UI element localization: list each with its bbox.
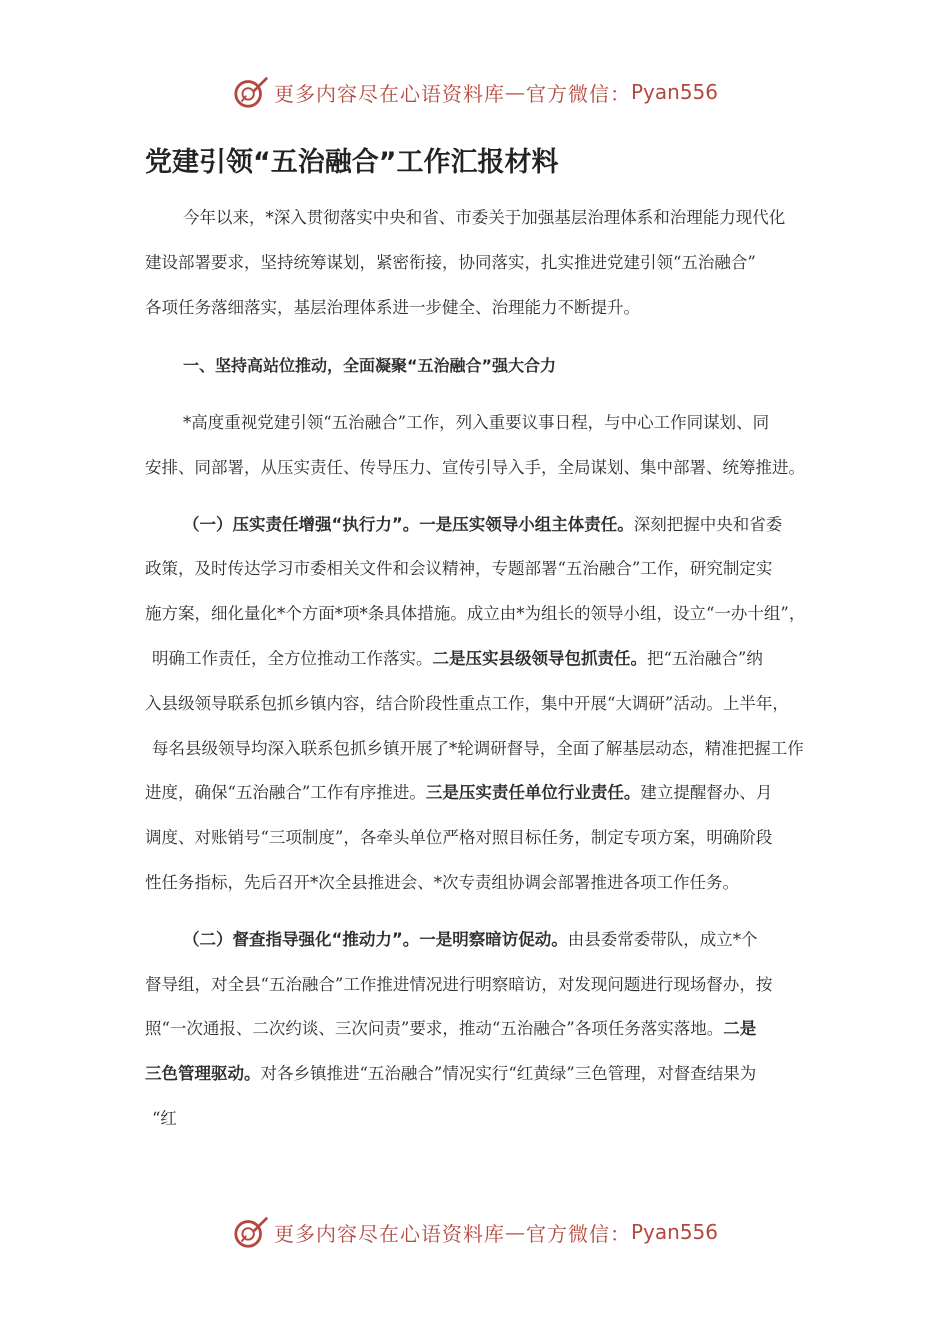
banner-wechat-id: Pyan556	[630, 80, 718, 104]
document-title: 党建引领“五治融合”工作汇报材料	[145, 147, 559, 178]
part-1-line-4: 明确工作责任，全方位推动工作落实。二是压实县级领导包抓责任。把“五治融合”纳	[152, 649, 763, 668]
part-2-line-5: “红	[152, 1109, 177, 1128]
intro-line-2: 建设部署要求，坚持统筹谋划，紧密衔接，协同落实，扎实推进党建引领“五治融合”	[145, 253, 756, 272]
part-2-line-4: 三色管理驱动。对各乡镇推进“五治融合”情况实行“红黄绿”三色管理，对督查结果为	[145, 1064, 757, 1083]
banner-wechat-label: 官方微信：	[525, 81, 631, 106]
part-2-line-2: 督导组，对全县“五治融合”工作推进情况进行明察暗访，对发现问题进行现场督办，按	[145, 975, 773, 994]
part-1-point-1-title: 一是压实领导小组主体责任。	[419, 515, 634, 534]
footer-watermark-banner	[0, 1210, 950, 1254]
part-2-line-3: 照“一次通报、二次约谈、三次问责”要求，推动“五治融合”各项任务落实落地。二是	[145, 1019, 757, 1038]
pen-logo-icon	[232, 73, 270, 111]
intro-line-1: 今年以来，*深入贯彻落实中央和省、市委关于加强基层治理体系和治理能力现代化	[183, 208, 786, 227]
part-1-line-2: 政策，及时传达学习市委相关文件和会议精神，专题部署“五治融合”工作，研究制定实	[145, 559, 773, 578]
section-1-intro-line-1: *高度重视党建引领“五治融合”工作，列入重要议事日程，与中心工作同谋划、同	[183, 413, 770, 432]
banner-text: 更多内容尽在心语资料库	[273, 81, 505, 106]
part-1-line-6: 每名县级领导均深入联系包抓乡镇开展了*轮调研督导，全面了解基层动态，精准把握工作	[152, 739, 804, 758]
part-2-heading: （二）督查指导强化“推动力”。	[183, 930, 420, 949]
header-watermark-banner	[0, 70, 950, 114]
pen-logo-icon	[232, 1213, 270, 1251]
part-2-point-2-title-end: 三色管理驱动。	[145, 1064, 261, 1083]
part-1-line-8: 调度、对账销号“三项制度”，各牵头单位严格对照目标任务，制定专项方案，明确阶段	[145, 828, 773, 847]
part-1-line-9: 性任务指标，先后召开*次全县推进会、*次专责组协调会部署推进各项工作任务。	[145, 873, 739, 892]
part-2-point-1-title: 一是明察暗访促动。	[419, 930, 568, 949]
part-1-line-1: （一）压实责任增强“执行力”。一是压实领导小组主体责任。深刻把握中央和省委	[183, 515, 783, 534]
banner-separator: —	[504, 80, 526, 104]
section-1-intro-line-2: 安排、同部署，从压实责任、传导压力、宣传引导入手，全局谋划、集中部署、统筹推进。	[145, 458, 805, 477]
intro-line-3: 各项任务落细落实，基层治理体系进一步健全、治理能力不断提升。	[145, 298, 640, 317]
banner-wechat-id: Pyan556	[630, 1220, 718, 1244]
part-1-point-2-title: 二是压实县级领导包抓责任。	[432, 649, 647, 668]
banner-separator: —	[504, 1220, 526, 1244]
part-1-line-5: 入县级领导联系包抓乡镇内容，结合阶段性重点工作，集中开展“大调研”活动。上半年，	[145, 694, 789, 713]
part-2-point-2-title-start: 二是	[723, 1019, 757, 1038]
part-1-heading: （一）压实责任增强“执行力”。	[183, 515, 420, 534]
part-1-point-3-title: 三是压实责任单位行业责任。	[425, 783, 641, 802]
part-2-line-1: （二）督查指导强化“推动力”。一是明察暗访促动。由县委常委带队，成立*个	[183, 930, 758, 949]
section-1-heading: 一、坚持高站位推动，全面凝聚“五治融合”强大合力	[183, 356, 557, 375]
banner-wechat-label: 官方微信：	[525, 1221, 631, 1246]
part-1-line-3: 施方案，细化量化*个方面*项*条具体措施。成立由*为组长的领导小组，设立“一办十组”，	[145, 604, 806, 623]
banner-text: 更多内容尽在心语资料库	[273, 1221, 505, 1246]
part-1-line-7: 进度，确保“五治融合”工作有序推进。三是压实责任单位行业责任。建立提醒督办、月	[145, 783, 773, 802]
